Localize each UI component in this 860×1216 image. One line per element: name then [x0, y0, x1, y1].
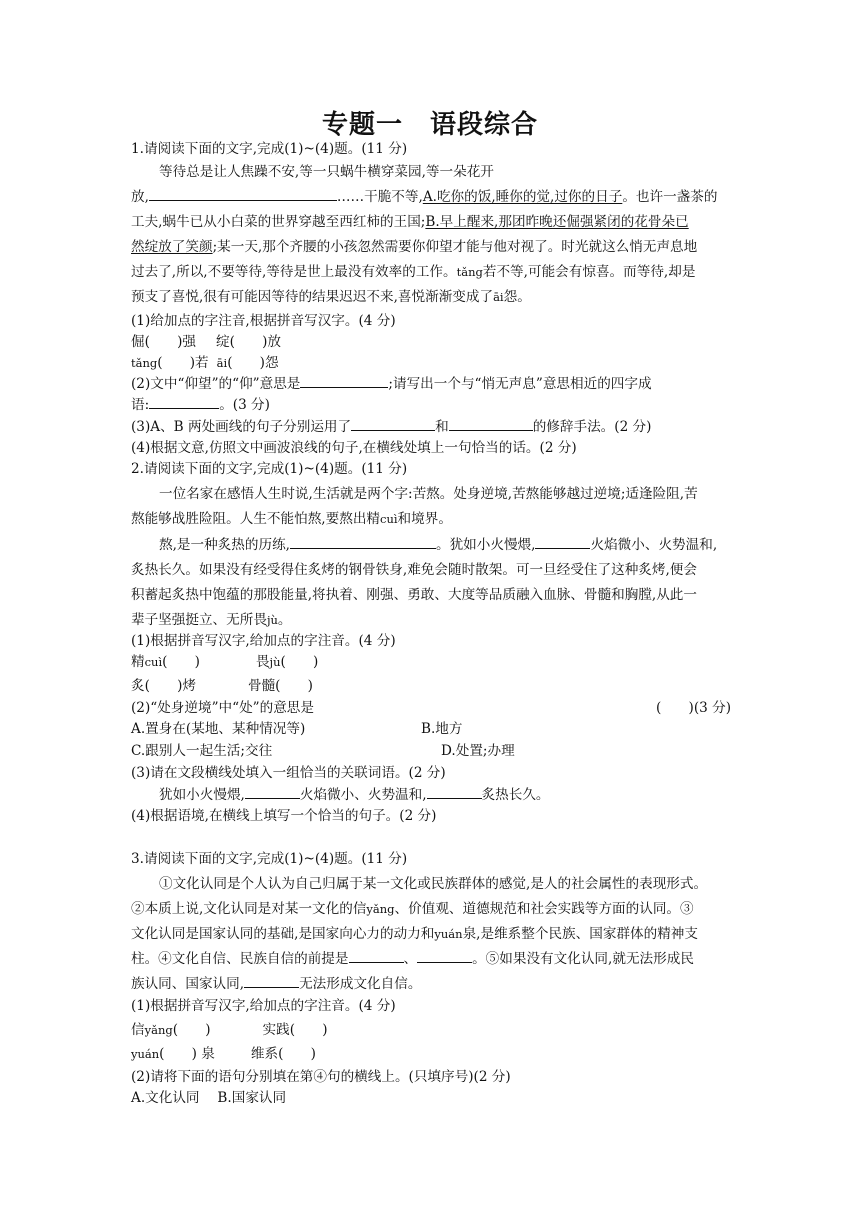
q3-sub1-row2	[131, 1043, 731, 1065]
q2-passage-line-3: 熬,是一种炙热的历练, 。犹如小火慢煨, 火焰微小、火势温和,	[159, 534, 759, 556]
answer-zhi[interactable]: 炙( )烤	[131, 678, 196, 694]
q3-sub2: (2)请将下面的语句分别填在第④句的横线上。(只填序号)(2 分)	[131, 1069, 511, 1085]
answer-sui[interactable]: 骨髓( )	[247, 678, 313, 694]
pinyin-ai: āi	[493, 290, 504, 304]
answer-ai[interactable]: ( )怨	[227, 355, 279, 371]
q1-sub1-row2: tǎng( )若 āi( )怨	[131, 355, 279, 371]
q3-options: A.文化认同 B.国家认同	[131, 1090, 287, 1106]
answer-cui[interactable]: 精cuì( )	[131, 654, 200, 670]
q1-passage-line-2: 放, ……干脆不等,A.吃你的饭,睡你的觉,过你的日子。也许一盏茶的	[131, 186, 731, 208]
q1-passage-line-3: 工夫,蜗牛已从小白菜的世界穿越至西红柿的王国;B.早上醒来,那团昨晚还倔强紧闭的花骨朵已	[131, 214, 689, 230]
q1-sub2-blank2[interactable]	[149, 394, 219, 409]
q2-fill-blank[interactable]	[290, 534, 436, 549]
q2-passage-line-2: 熬能够战胜险阻。人生不能怕熬,要熬出精cuì和境界。	[131, 511, 452, 527]
answer-xi[interactable]: 维系( )	[250, 1046, 316, 1062]
q2-passage-line-1: 一位名家在感悟人生时说,生活就是两个字:苦熬。处身逆境,苦熬能够越过逆境;适逢险阻,苦	[159, 486, 698, 502]
q3-passage-line-2: ②本质上说,文化认同是对某一文化的信yǎng、价值观、道德规范和社会实践等方面的认同。③	[131, 901, 694, 917]
page-title: 专题一 语段综合	[321, 110, 538, 140]
q3-passage-line-5: 族认同、国家认同, 无法形成文化自信。	[131, 973, 731, 995]
q1-sub4: (4)根据文意,仿照文中画波浪线的句子,在横线处填上一句恰当的话。(2 分)	[131, 440, 577, 456]
q2-sub4: (4)根据语境,在横线上填写一个恰当的句子。(2 分)	[131, 808, 437, 824]
option-A[interactable]: A.置身在(某地、某种情况等)	[131, 721, 306, 737]
q2-heading: 2.请阅读下面的文字,完成(1)~(4)题。(11 分)	[131, 461, 408, 477]
q2-sub1-row1	[131, 651, 731, 673]
q2-options-row1	[131, 718, 731, 740]
q2-sub3: (3)请在文段横线处填入一组恰当的关联词语。(2 分)	[131, 765, 446, 781]
q2-passage-line-6: 辈子坚强挺立、无所畏jù。	[131, 612, 292, 628]
q3-blank1[interactable]	[349, 948, 404, 963]
q3-sub1-row1	[131, 1019, 731, 1041]
q2-sub2-answer-box[interactable]: ( )(3 分)	[656, 700, 731, 716]
option-D[interactable]: D.处置;办理	[441, 743, 515, 759]
q1-heading: 1.请阅读下面的文字,完成(1)~(4)题。(11 分)	[131, 141, 408, 157]
q3-sub1: (1)根据拼音写汉字,给加点的字注音。(4 分)	[131, 998, 396, 1014]
answer-yang[interactable]: 信yǎng( )	[131, 1022, 211, 1038]
option-C[interactable]: C.跟别人一起生活;交往	[131, 743, 273, 759]
q1-passage-line-5: 过去了,所以,不要等待,等待是世上最没有效率的工作。tǎng若不等,可能会有惊喜。而等待,却是	[131, 264, 696, 280]
answer-ju[interactable]: 畏jù( )	[255, 654, 319, 670]
q1-underline-B: B.早上醒来,那团昨晚还倔强紧闭的花骨朵已	[425, 214, 689, 230]
q3-passage-line-3: 文化认同是国家认同的基础,是国家向心力的动力和yuán泉,是维系整个民族、国家群体的精神支	[131, 926, 698, 942]
q3-passage-line-1: ①文化认同是个人认为自己归属于某一文化或民族群体的感觉,是人的社会属性的表现形式。	[159, 876, 708, 892]
q1-sub3-blank1[interactable]	[351, 416, 435, 431]
q2-passage-line-5: 积蓄起炙热中饱蕴的那股能量,将执着、刚强、勇敢、大度等品质融入血脉、骨髓和胸膛,从此一	[131, 587, 697, 603]
answer-jue[interactable]: 倔( )强	[131, 334, 196, 350]
q2-passage-line-4: 炙热长久。如果没有经受得住炙烤的钢骨铁身,难免会随时散架。可一旦经受住了这种炙烤,便会	[131, 562, 697, 578]
q1-sub1-row1	[131, 331, 731, 353]
option-B[interactable]: B.地方	[421, 721, 463, 737]
answer-jian[interactable]: 实践( )	[262, 1022, 328, 1038]
q1-passage-line-1: 等待总是让人焦躁不安,等一只蜗牛横穿菜园,等一朵花开	[159, 164, 494, 180]
q1-sub2-line1: (2)文中“仰望”的“仰”意思是 ;请写出一个与“悄无声息”意思相近的四字成	[131, 373, 731, 395]
q2-sub1: (1)根据拼音写汉字,给加点的字注音。(4 分)	[131, 633, 396, 649]
q3-blank3[interactable]	[244, 973, 299, 988]
q3-blank2[interactable]	[417, 948, 472, 963]
q1-passage-line-6: 预支了喜悦,很有可能因等待的结果迟迟不来,喜悦渐渐变成了āi怨。	[131, 289, 531, 305]
q2-sub3-blank1[interactable]	[245, 784, 300, 799]
q2-sub1-row2	[131, 675, 731, 697]
q1-underline-A: A.吃你的饭,睡你的觉,过你的日子	[422, 189, 623, 205]
q2-conj-blank1[interactable]	[535, 534, 590, 549]
answer-zhan[interactable]: 绽( )放	[215, 334, 281, 350]
q1-fill-blank[interactable]	[149, 186, 337, 201]
q2-sub3-line: 犹如小火慢煨, 火焰微小、火势温和, 炙热长久。	[159, 784, 759, 806]
q3-heading: 3.请阅读下面的文字,完成(1)~(4)题。(11 分)	[131, 851, 408, 867]
q1-sub2-blank1[interactable]	[300, 373, 388, 388]
answer-yuan[interactable]: yuán( ) 泉	[131, 1046, 215, 1062]
q2-sub3-blank2[interactable]	[427, 784, 482, 799]
q1-passage-line-4: 然绽放了笑颜;某一天,那个齐腰的小孩忽然需要你仰望才能与他对视了。时光就这么悄无声息地	[131, 239, 698, 255]
answer-tang[interactable]: ( )若	[157, 355, 209, 371]
pinyin-tang: tǎng	[456, 265, 483, 279]
q3-passage-line-4: 柱。④文化自信、民族自信的前提是 、 。⑤如果没有文化认同,就无法形成民	[131, 948, 731, 970]
q1-sub3-blank2[interactable]	[449, 416, 533, 431]
q1-sub1: (1)给加点的字注音,根据拼音写汉字。(4 分)	[131, 313, 396, 329]
q2-sub2: (2)“处身逆境”中“处”的意思是 ( )(3 分)	[131, 697, 731, 719]
q1-sub3: (3)A、B 两处画线的句子分别运用了 和 的修辞手法。(2 分)	[131, 416, 731, 438]
q2-options-row2	[131, 740, 731, 762]
q1-sub2-line2: 语: 。(3 分)	[131, 394, 731, 416]
